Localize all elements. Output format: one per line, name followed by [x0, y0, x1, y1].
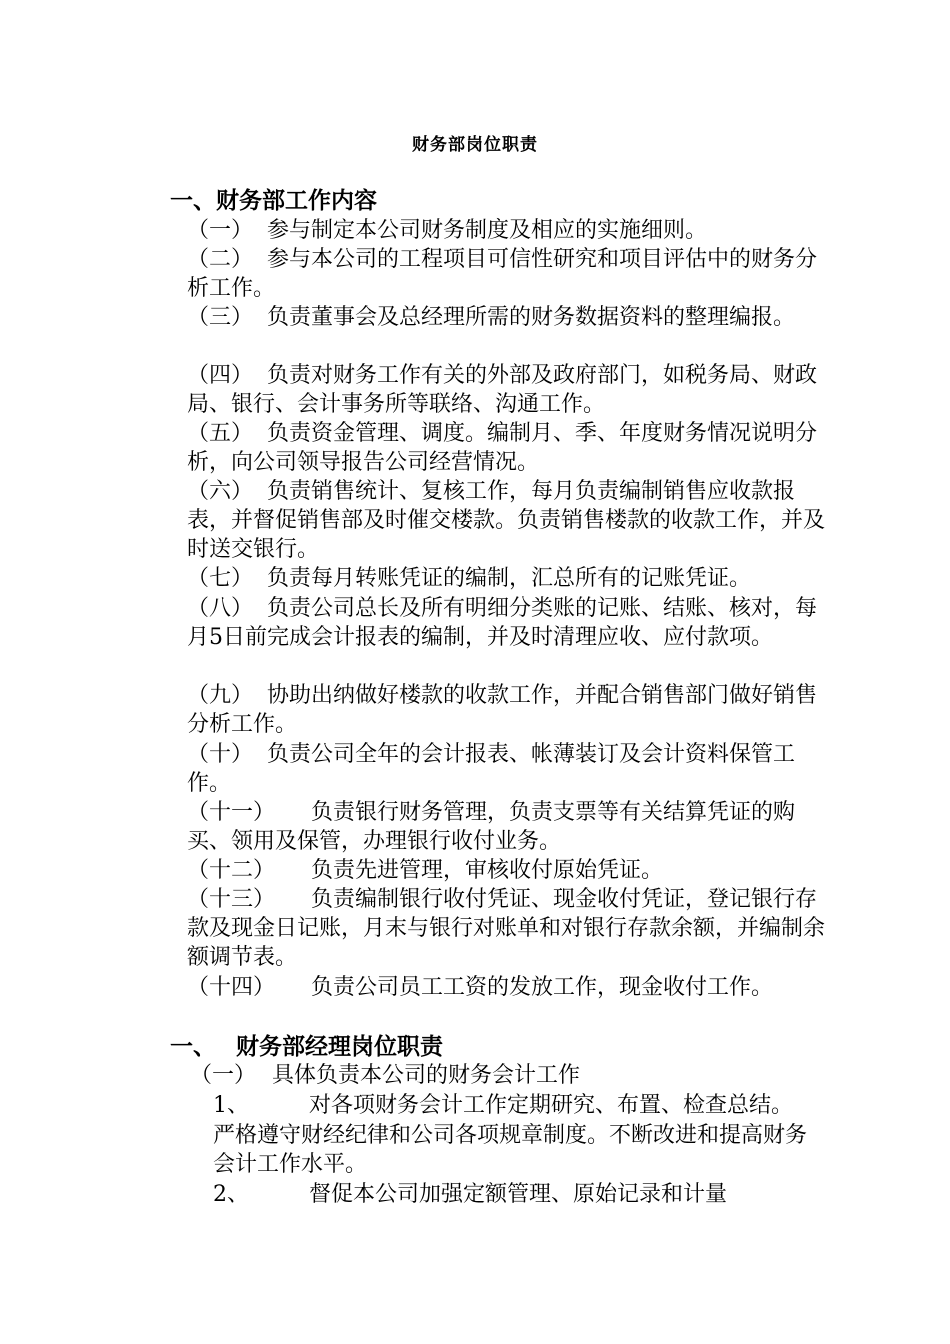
para-number: （一）: [187, 218, 254, 243]
para-text: 负责对财务工作有关的外部及政府部门，如税务局、财政局、银行、会计事务所等联络、沟通工作。: [187, 363, 818, 418]
section2-heading: [170, 1032, 443, 1061]
para-text: 负责销售统计、复核工作，每月负责编制销售应收款报表，并督促销售部及时催交楼款。负责销售楼款的收款工作，并及时送交银行。: [187, 479, 826, 563]
para-number: （九）: [187, 683, 254, 708]
para-text: 负责编制银行收付凭证、现金收付凭证，登记银行存款及现金日记账，月末与银行对账单和对银行存款余额，并编制余额调节表。: [187, 887, 826, 971]
paragraph-1: [187, 216, 827, 245]
paragraph-14: [187, 973, 827, 1002]
para-number: （十四）: [187, 975, 276, 1000]
para-text: 负责每月转账凭证的编制，汇总所有的记账凭证。: [267, 566, 752, 591]
paragraph-8: [187, 594, 827, 652]
para-text: 负责先进管理，审核收付原始凭证。: [311, 858, 664, 883]
para-number: （十二）: [187, 858, 276, 883]
paragraph-7: [187, 564, 847, 593]
para-text: 负责资金管理、调度。编制月、季、年度财务情况说明分析，向公司领导报告公司经营情况。: [187, 421, 818, 476]
para-number: （三）: [187, 305, 254, 330]
para-number: （七）: [187, 566, 254, 591]
heading-text: 财务部经理岗位职责: [236, 1033, 443, 1060]
paragraph-9: [187, 681, 827, 739]
para-text: 参与本公司的工程项目可信性研究和项目评估中的财务分析工作。: [187, 247, 818, 302]
paragraph-2: [187, 245, 827, 303]
para-number: （二）: [187, 247, 254, 272]
paragraph-10: [187, 740, 827, 798]
paragraph-11: [187, 798, 827, 856]
paragraph-13: [187, 885, 827, 973]
para-number: （八）: [187, 596, 254, 621]
subsection-heading: [190, 1061, 580, 1090]
paragraph-3: [187, 303, 827, 332]
item-text: 督促本公司加强定额管理、原始记录和计量: [309, 1182, 728, 1207]
para-text: 负责公司员工工资的发放工作，现金收付工作。: [311, 975, 774, 1000]
list-item-1: [213, 1091, 813, 1180]
para-number: （十三）: [187, 887, 276, 912]
para-number: （四）: [187, 363, 254, 388]
paragraph-5: [187, 419, 827, 477]
para-text: 负责公司总长及所有明细分类账的记账、结账、核对，每月5日前完成会计报表的编制，并及时清理应收、应付款项。: [187, 596, 818, 651]
subsection-number: （一）: [190, 1063, 257, 1088]
section1-heading: 一、财务部工作内容: [170, 187, 377, 214]
para-text: 参与制定本公司财务制度及相应的实施细则。: [267, 218, 708, 243]
para-text: 负责银行财务管理，负责支票等有关结算凭证的购买、领用及保管，办理银行收付业务。: [187, 800, 796, 855]
item-text: 对各项财务会计工作定期研究、布置、检查总结。严格遵守财经纪律和公司各项规章制度。不断改进和提高财务会计工作水平。: [213, 1093, 808, 1177]
item-number: 2、: [213, 1182, 249, 1207]
para-number: （十一）: [187, 800, 276, 825]
para-number: （十）: [187, 742, 254, 767]
para-text: 负责董事会及总经理所需的财务数据资料的整理编报。: [267, 305, 796, 330]
para-number: （六）: [187, 479, 254, 504]
paragraph-12: [187, 856, 827, 885]
heading-number: 一、: [170, 1033, 216, 1060]
para-text: 负责公司全年的会计报表、帐薄装订及会计资料保管工作。: [187, 742, 796, 797]
document-title: 财务部岗位职责: [412, 135, 538, 155]
item-number: 1、: [213, 1093, 249, 1118]
paragraph-4: [187, 361, 827, 419]
list-item-2: [213, 1180, 813, 1210]
subsection-text: 具体负责本公司的财务会计工作: [272, 1063, 581, 1088]
para-number: （五）: [187, 421, 254, 446]
paragraph-6: [187, 477, 827, 565]
para-text: 协助出纳做好楼款的收款工作，并配合销售部门做好销售分析工作。: [187, 683, 818, 738]
